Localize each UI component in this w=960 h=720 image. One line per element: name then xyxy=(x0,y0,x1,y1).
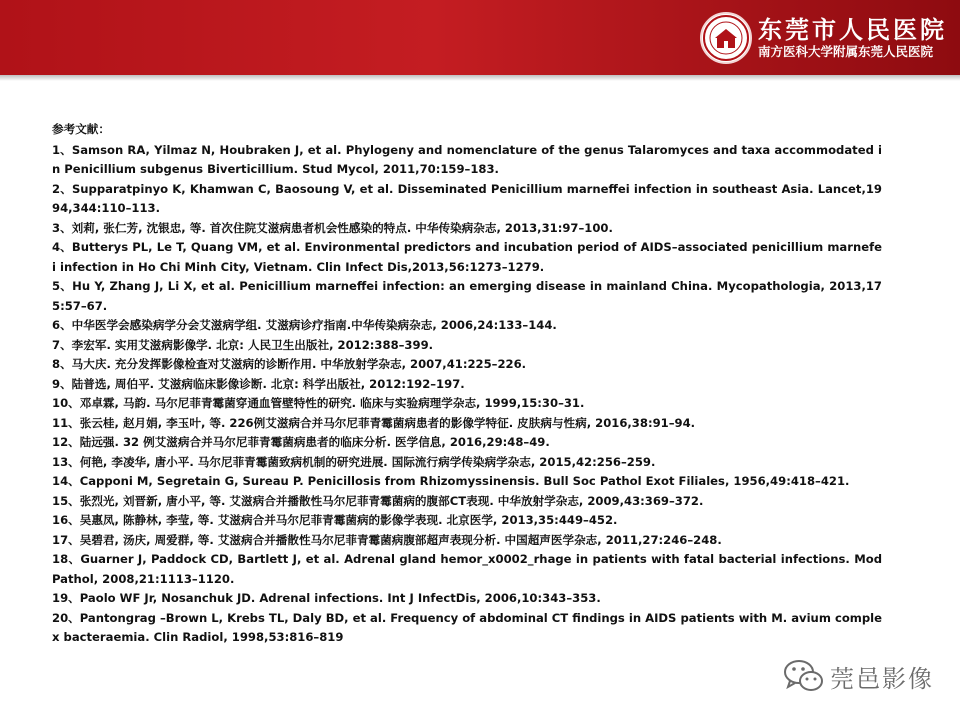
reference-item: 8、马大庆. 充分发挥影像检查对艾滋病的诊断作用. 中华放射学杂志, 2007,41:225–226. xyxy=(52,357,527,371)
reference-list xyxy=(52,141,882,648)
header-divider xyxy=(0,75,960,81)
watermark-text: 莞邑影像 xyxy=(830,664,934,693)
reference-item: 19、Paolo WF Jr, Nosanchuk JD. Adrenal infections. Int J InfectDis, 2006,10:343–353. xyxy=(52,591,601,605)
reference-item: 10、邓卓霖, 马韵. 马尔尼菲青霉菌穿通血管壁特性的研究. 临床与实验病理学杂志, 1999,15:30–31. xyxy=(52,396,585,410)
reference-item: 14、Capponi M, Segretain G, Sureau P. Penicillosis from Rhizomyssinensis. Bull Soc Pathol Exot Filiales, 1956,49:418–421. xyxy=(52,474,850,488)
hospital-logo xyxy=(700,12,752,64)
reference-item: 1、Samson RA, Yilmaz N, Houbraken J, et al. Phylogeny and nomenclature of the genus Talaromyces and taxa accommodated in Penicillium subgenus Biverticillium. Stud Mycol, 2011,70:159–183. xyxy=(52,142,882,176)
reference-item: 17、吴碧君, 汤庆, 周爱群, 等. 艾滋病合并播散性马尔尼菲青霉菌病腹部超声表现分析. 中国超声医学杂志, 2011,27:246–248. xyxy=(52,532,722,547)
reference-item: 12、陆远强. 32 例艾滋病合并马尔尼菲青霉菌病患者的临床分析. 医学信息, 2016,29:48–49. xyxy=(52,435,550,449)
references-section xyxy=(52,120,882,648)
reference-item: 15、张烈光, 刘晋新, 唐小平, 等. 艾滋病合并播散性马尔尼菲青霉菌病的腹部CT表现. 中华放射学杂志, 2009,43:369–372. xyxy=(52,493,704,508)
reference-item: 16、吴惠凤, 陈静林, 李莹, 等. 艾滋病合并马尔尼菲青霉菌病的影像学表现. 北京医学, 2013,35:449–452. xyxy=(52,513,618,527)
reference-item: 2、Supparatpinyo K, Khamwan C, Baosoung V, et al. Disseminated Penicillium marneffei infection in southeast Asia. Lancet,1994,344:110–113. xyxy=(52,181,882,215)
reference-item: 11、张云桂, 赵月娟, 李玉叶, 等. 226例艾滋病合并马尔尼菲青霉菌病患者的影像学特征. 皮肤病与性病, 2016,38:91–94. xyxy=(52,415,696,430)
watermark xyxy=(782,656,934,696)
reference-item: 20、Pantongrag –Brown L, Krebs TL, Daly BD, et al. Frequency of abdominal CT findings in AIDS patients with M. avium complex bacteraemia. Clin Radiol, 1998,53:816–819 xyxy=(52,610,882,644)
reference-item: 3、刘莉, 张仁芳, 沈银忠, 等. 首次住院艾滋病患者机会性感染的特点. 中华传染病杂志, 2013,31:97–100. xyxy=(52,220,613,235)
reference-item: 13、何艳, 李凌华, 唐小平. 马尔尼菲青霉菌致病机制的研究进展. 国际流行病学传染病学杂志, 2015,42:256–259. xyxy=(52,454,656,469)
reference-item: 5、Hu Y, Zhang J, Li X, et al. Penicillium marneffei infection: an emerging disease in mainland China. Mycopathologia, 2013,175:57–67. xyxy=(52,279,882,313)
reference-item: 7、李宏军. 实用艾滋病影像学. 北京: 人民卫生出版社, 2012:388–399. xyxy=(52,337,434,352)
hospital-subtitle: 南方医科大学附属东莞人民医院 xyxy=(758,44,934,59)
reference-item: 4、Butterys PL, Le T, Quang VM, et al. Environmental predictors and incubation period of AIDS–associated penicillium marnefei infection in Ho Chi Minh City, Vietnam. Clin Infect Dis,2013,56:1273–1279. xyxy=(52,240,882,274)
reference-item: 18、Guarner J, Paddock CD, Bartlett J, et al. Adrenal gland hemor_x0002_rhage in patients with fatal bacterial infections. Mod Pathol, 2008,21:1113–1120. xyxy=(52,552,882,586)
wechat-icon xyxy=(782,656,826,696)
hospital-emblem-icon xyxy=(702,14,750,62)
references-title: 参考文献： xyxy=(52,122,110,136)
reference-item: 6、中华医学会感染病学分会艾滋病学组. 艾滋病诊疗指南.中华传染病杂志, 2006,24:133–144. xyxy=(52,318,557,332)
hospital-name: 东莞市人民医院 xyxy=(758,15,947,44)
reference-item: 9、陆普选, 周伯平. 艾滋病临床影像诊断. 北京: 科学出版社, 2012:192–197. xyxy=(52,376,465,391)
